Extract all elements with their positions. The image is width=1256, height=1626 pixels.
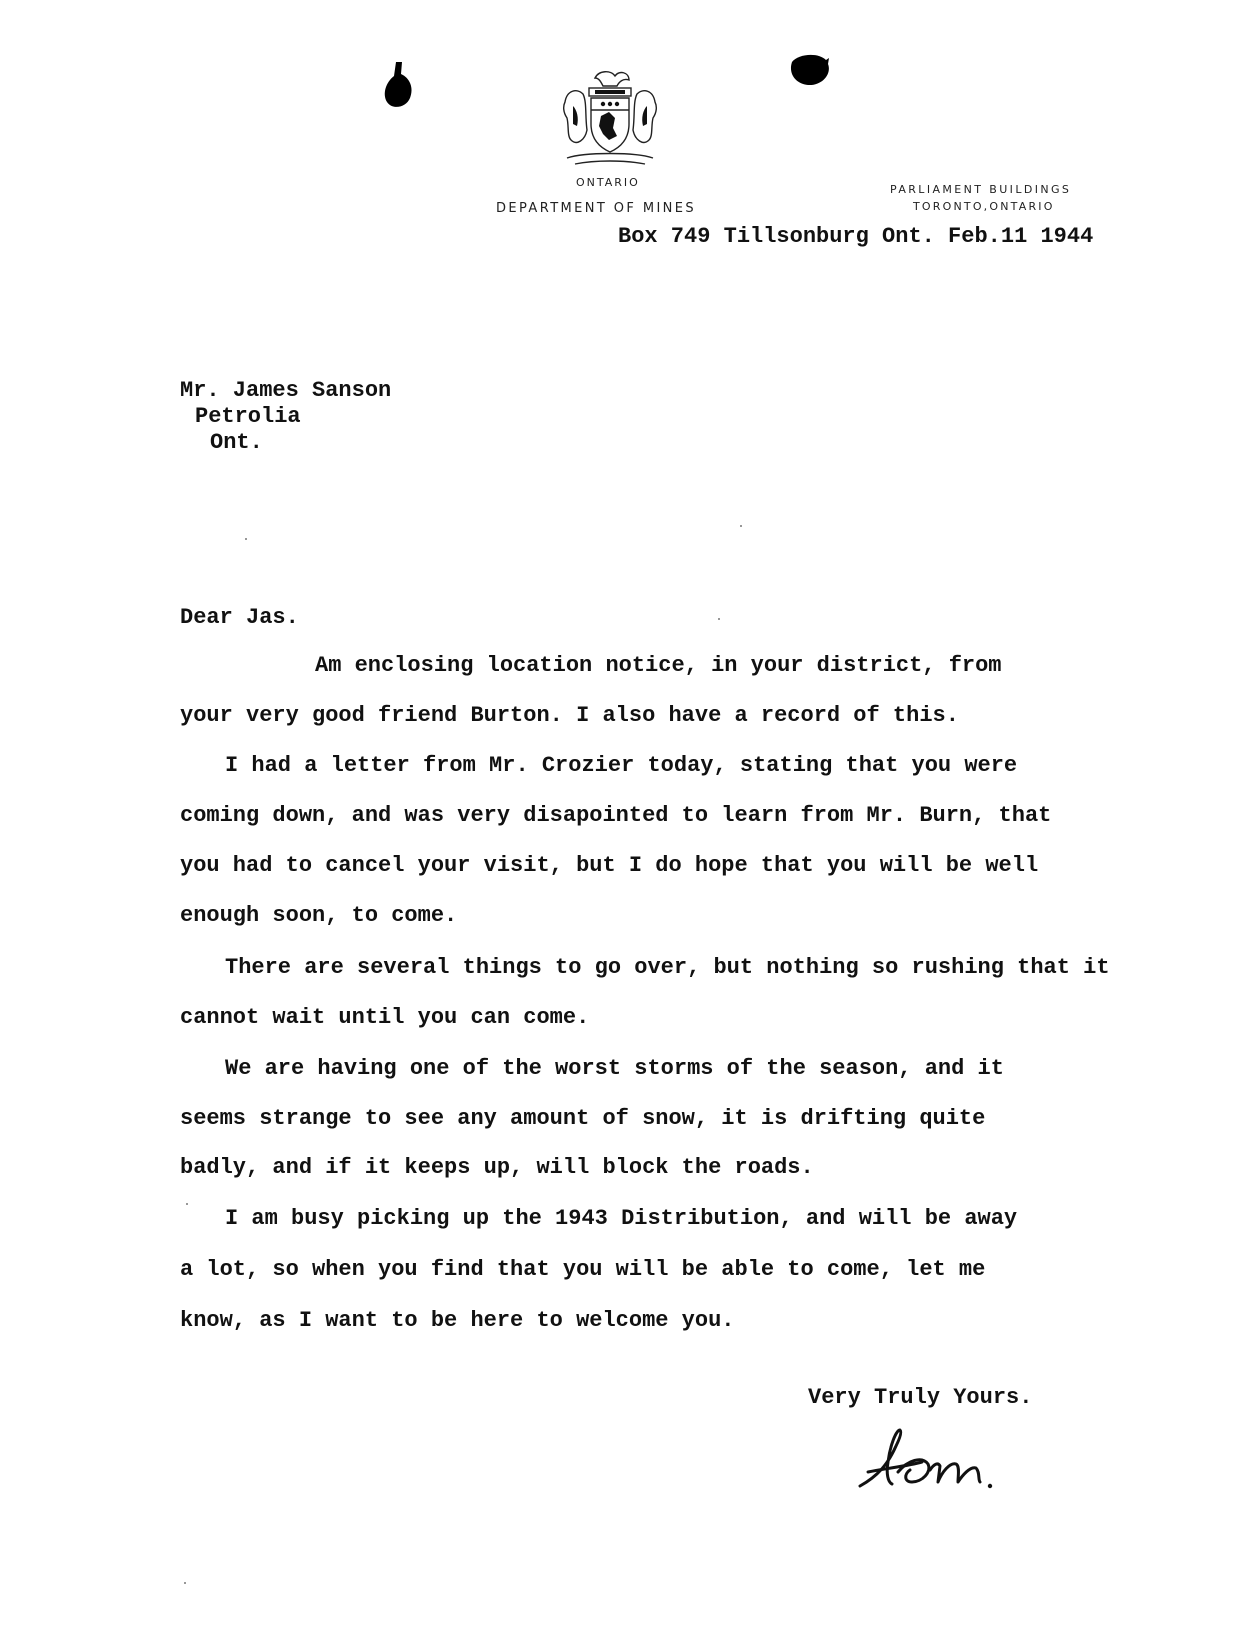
body-line: your very good friend Burton. I also have a record of this. (180, 703, 959, 728)
closing: Very Truly Yours. (808, 1385, 1033, 1410)
body-line: badly, and if it keeps up, will block the roads. (180, 1155, 814, 1180)
punch-hole-mark-icon (788, 52, 830, 88)
body-line: cannot wait until you can come. (180, 1005, 590, 1030)
recipient-name: Mr. James Sanson (180, 378, 392, 403)
letterhead-address-line2: TORONTO,ONTARIO (913, 200, 1055, 213)
handwritten-signature (858, 1416, 1018, 1496)
paper-speck (740, 525, 742, 527)
body-line: you had to cancel your visit, but I do hope that you will be well (180, 853, 1039, 878)
letterhead-ontario: ONTARIO (576, 176, 640, 189)
recipient-province: Ont. (210, 430, 263, 455)
body-line: enough soon, to come. (180, 903, 458, 928)
body-line: There are several things to go over, but nothing so rushing that it (225, 955, 1110, 980)
body-line: I had a letter from Mr. Crozier today, stating that you were (225, 753, 1018, 778)
salutation: Dear Jas. (180, 605, 299, 630)
body-line: We are having one of the worst storms of the season, and it (225, 1056, 1004, 1081)
body-line: a lot, so when you find that you will be able to come, let me (180, 1257, 986, 1282)
body-line: I am busy picking up the 1943 Distribution, and will be away (225, 1206, 1018, 1231)
recipient-city: Petrolia (195, 404, 301, 429)
body-line: know, as I want to be here to welcome you. (180, 1308, 735, 1333)
paper-speck (184, 1582, 186, 1584)
body-line: seems strange to see any amount of snow, it is drifting quite (180, 1106, 986, 1131)
dateline: Box 749 Tillsonburg Ont. Feb.11 1944 (618, 224, 1094, 249)
paper-speck (718, 618, 720, 620)
paper-speck (245, 538, 247, 540)
punch-hole-mark-icon (382, 60, 416, 112)
body-line: Am enclosing location notice, in your district, from (315, 653, 1002, 678)
ontario-coat-of-arms-icon (555, 66, 665, 176)
letterhead-address-line1: PARLIAMENT BUILDINGS (890, 183, 1072, 196)
letterhead-department: DEPARTMENT OF MINES (496, 201, 697, 216)
paper-speck (186, 1203, 188, 1205)
body-line: coming down, and was very disapointed to learn from Mr. Burn, that (180, 803, 1052, 828)
